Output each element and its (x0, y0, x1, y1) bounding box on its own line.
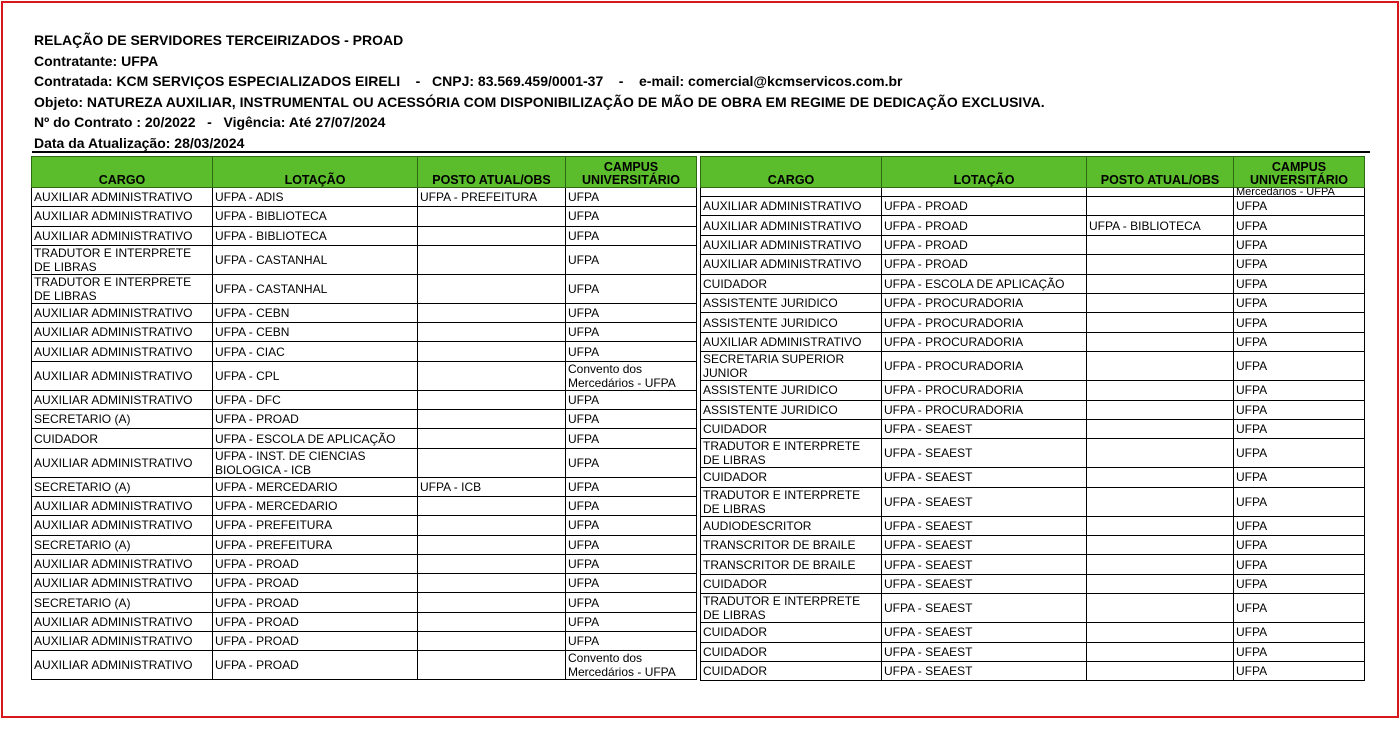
cargo-cell: TRADUTOR E INTERPRETE DE LIBRAS (32, 274, 213, 303)
lotacao-cell: UFPA - CEBN (213, 303, 418, 322)
table-row (32, 516, 697, 535)
atualizacao-line: Data da Atualização: 28/03/2024 (34, 134, 245, 151)
cargo-cell: SECRETARIO (A) (32, 410, 213, 429)
posto-cell (418, 448, 566, 477)
table-row (701, 293, 1365, 312)
campus-cell: UFPA (1234, 352, 1365, 381)
posto-cell (418, 593, 566, 612)
lotacao-cell: UFPA - ADIS (213, 188, 418, 207)
table-row (32, 574, 697, 593)
campus-cell: UFPA (566, 554, 697, 573)
posto-cell (1087, 274, 1234, 293)
table-row (701, 197, 1365, 216)
posto-cell (1087, 197, 1234, 216)
posto-cell (1087, 439, 1234, 468)
posto-cell (1087, 487, 1234, 516)
campus-cell: UFPA (566, 342, 697, 361)
campus-cell: Convento dos Mercedários - UFPA (566, 651, 697, 680)
header-lotacao: LOTAÇÃO (882, 157, 1087, 188)
cargo-cell: AUXILIAR ADMINISTRATIVO (32, 554, 213, 573)
table-row (701, 400, 1365, 419)
table-row (32, 593, 697, 612)
campus-cell: UFPA (1234, 332, 1365, 351)
campus-cell: UFPA (566, 477, 697, 496)
campus-cell: UFPA (1234, 623, 1365, 642)
lotacao-cell: UFPA - SEAEST (882, 536, 1087, 555)
cargo-cell: CUIDADOR (701, 642, 882, 661)
lotacao-cell: UFPA - SEAEST (882, 555, 1087, 574)
posto-cell (418, 226, 566, 245)
right-table-wrap (700, 156, 1365, 681)
posto-cell (418, 274, 566, 303)
posto-cell (418, 496, 566, 515)
cargo-cell: AUXILIAR ADMINISTRATIVO (32, 207, 213, 226)
posto-cell (418, 535, 566, 554)
contratada-line: Contratada: KCM SERVIÇOS ESPECIALIZADOS EIRELI - CNPJ: 83.569.459/0001-37 - e-mail: comercial@kcmservicos.com.br (34, 73, 903, 90)
cargo-cell: AUXILIAR ADMINISTRATIVO (701, 216, 882, 235)
lotacao-cell: UFPA - PROAD (882, 235, 1087, 254)
lotacao-cell: UFPA - PROCURADORIA (882, 332, 1087, 351)
table-row (701, 594, 1365, 623)
posto-cell (418, 303, 566, 322)
left-table-wrap (31, 156, 697, 680)
posto-cell (1087, 536, 1234, 555)
posto-cell (1087, 293, 1234, 312)
cargo-cell: TRANSCRITOR DE BRAILE (701, 536, 882, 555)
campus-cell: UFPA (1234, 536, 1365, 555)
document-title: RELAÇÃO DE SERVIDORES TERCEIRIZADOS - PROAD (34, 32, 404, 48)
campus-cell: UFPA (566, 429, 697, 448)
cargo-cell: AUXILIAR ADMINISTRATIVO (32, 342, 213, 361)
table-row (701, 662, 1365, 681)
posto-cell (418, 612, 566, 631)
lotacao-cell: UFPA - SEAEST (882, 439, 1087, 468)
table-row (32, 410, 697, 429)
lotacao-cell: UFPA - PROAD (882, 255, 1087, 274)
table-row (701, 274, 1365, 293)
campus-cell: UFPA (566, 188, 697, 207)
campus-cell: UFPA (566, 496, 697, 515)
posto-cell (418, 429, 566, 448)
posto-cell (418, 554, 566, 573)
posto-cell (1087, 468, 1234, 487)
table-row (32, 496, 697, 515)
campus-cell: UFPA (1234, 293, 1365, 312)
table-row (701, 555, 1365, 574)
cargo-cell: CUIDADOR (701, 274, 882, 293)
posto-cell (418, 390, 566, 409)
table-row (32, 303, 697, 322)
posto-cell (1087, 574, 1234, 593)
cargo-cell: CUIDADOR (701, 623, 882, 642)
campus-cell: UFPA (1234, 419, 1365, 438)
posto-cell (1087, 352, 1234, 381)
lotacao-cell: UFPA - PROAD (213, 593, 418, 612)
lotacao-cell: UFPA - CIAC (213, 342, 418, 361)
table-row (32, 245, 697, 274)
contrato-line: Nº do Contrato : 20/2022 - Vigência: Até 27/07/2024 (34, 114, 386, 131)
posto-cell: UFPA - ICB (418, 477, 566, 496)
header-lotacao: LOTAÇÃO (213, 157, 418, 188)
campus-cell: UFPA (1234, 439, 1365, 468)
right-table-header (701, 157, 1365, 188)
campus-cell: Mercedários - UFPA (1234, 188, 1365, 197)
posto-cell (418, 651, 566, 680)
lotacao-cell: UFPA - SEAEST (882, 574, 1087, 593)
table-row (32, 323, 697, 342)
table-row (32, 207, 697, 226)
table-row (32, 632, 697, 651)
table-row (701, 468, 1365, 487)
cargo-cell: AUXILIAR ADMINISTRATIVO (701, 332, 882, 351)
lotacao-cell: UFPA - PROAD (213, 651, 418, 680)
lotacao-cell: UFPA - PREFEITURA (213, 535, 418, 554)
posto-cell (418, 410, 566, 429)
lotacao-cell: UFPA - PREFEITURA (213, 516, 418, 535)
header-cargo: CARGO (701, 157, 882, 188)
campus-cell: UFPA (566, 390, 697, 409)
lotacao-cell: UFPA - MERCEDARIO (213, 496, 418, 515)
lotacao-cell: UFPA - PROCURADORIA (882, 293, 1087, 312)
cargo-cell: SECRETARIO (A) (32, 535, 213, 554)
posto-cell (1087, 400, 1234, 419)
campus-cell: UFPA (566, 632, 697, 651)
campus-cell: UFPA (1234, 555, 1365, 574)
posto-cell (1087, 662, 1234, 681)
campus-cell: UFPA (1234, 642, 1365, 661)
posto-cell: UFPA - PREFEITURA (418, 188, 566, 207)
lotacao-cell: UFPA - PROAD (213, 632, 418, 651)
campus-cell: UFPA (1234, 487, 1365, 516)
cargo-cell: TRADUTOR E INTERPRETE DE LIBRAS (701, 487, 882, 516)
campus-cell: UFPA (1234, 216, 1365, 235)
cargo-cell: AUXILIAR ADMINISTRATIVO (32, 612, 213, 631)
campus-cell: UFPA (1234, 235, 1365, 254)
table-row (701, 235, 1365, 254)
table-row-partial (701, 188, 1365, 197)
lotacao-cell: UFPA - PROCURADORIA (882, 352, 1087, 381)
lotacao-cell: UFPA - SEAEST (882, 516, 1087, 535)
cargo-cell: TRADUTOR E INTERPRETE DE LIBRAS (32, 245, 213, 274)
posto-cell (1087, 313, 1234, 332)
posto-cell (1087, 555, 1234, 574)
posto-cell (418, 574, 566, 593)
posto-cell (418, 342, 566, 361)
table-row (32, 554, 697, 573)
table-row (701, 487, 1365, 516)
cargo-cell: AUXILIAR ADMINISTRATIVO (32, 448, 213, 477)
campus-cell: UFPA (1234, 468, 1365, 487)
table-row (701, 623, 1365, 642)
table-row (701, 313, 1365, 332)
campus-cell: UFPA (566, 574, 697, 593)
lotacao-cell: UFPA - PROAD (213, 554, 418, 573)
cargo-cell: AUDIODESCRITOR (701, 516, 882, 535)
lotacao-cell: UFPA - CPL (213, 361, 418, 390)
campus-cell: UFPA (1234, 516, 1365, 535)
table-row (701, 332, 1365, 351)
posto-cell (1087, 516, 1234, 535)
cargo-cell: SECRETARIO (A) (32, 477, 213, 496)
lotacao-cell: UFPA - SEAEST (882, 642, 1087, 661)
cargo-cell: CUIDADOR (701, 419, 882, 438)
cargo-cell: AUXILIAR ADMINISTRATIVO (701, 255, 882, 274)
campus-cell: UFPA (1234, 574, 1365, 593)
campus-cell: UFPA (566, 593, 697, 612)
table-row (32, 226, 697, 245)
cargo-cell: AUXILIAR ADMINISTRATIVO (32, 496, 213, 515)
cargo-cell: ASSISTENTE JURIDICO (701, 313, 882, 332)
lotacao-cell: UFPA - BIBLIOTECA (213, 226, 418, 245)
table-row (701, 352, 1365, 381)
lotacao-cell: UFPA - SEAEST (882, 594, 1087, 623)
lotacao-cell: UFPA - ESCOLA DE APLICAÇÃO (213, 429, 418, 448)
campus-cell: UFPA (1234, 662, 1365, 681)
cargo-cell: SECRETARIA SUPERIOR JUNIOR (701, 352, 882, 381)
cargo-cell: ASSISTENTE JURIDICO (701, 381, 882, 400)
lotacao-cell: UFPA - PROCURADORIA (882, 400, 1087, 419)
posto-cell (418, 323, 566, 342)
contratante-line: Contratante: UFPA (34, 52, 159, 69)
table-row (32, 429, 697, 448)
lotacao-cell: UFPA - DFC (213, 390, 418, 409)
campus-cell: UFPA (1234, 400, 1365, 419)
table-row (32, 651, 697, 680)
campus-cell: UFPA (566, 303, 697, 322)
cargo-cell: AUXILIAR ADMINISTRATIVO (32, 632, 213, 651)
campus-cell: UFPA (566, 448, 697, 477)
cargo-cell: AUXILIAR ADMINISTRATIVO (32, 574, 213, 593)
table-row (701, 216, 1365, 235)
table-row (32, 274, 697, 303)
posto-cell (1087, 235, 1234, 254)
cargo-cell: CUIDADOR (701, 662, 882, 681)
table-row (32, 188, 697, 207)
campus-cell: UFPA (566, 516, 697, 535)
lotacao-cell: UFPA - SEAEST (882, 419, 1087, 438)
posto-cell (418, 361, 566, 390)
posto-cell (1087, 381, 1234, 400)
lotacao-cell: UFPA - PROCURADORIA (882, 381, 1087, 400)
posto-cell (1087, 642, 1234, 661)
table-row (32, 535, 697, 554)
campus-cell: UFPA (1234, 274, 1365, 293)
lotacao-cell: UFPA - PROAD (882, 216, 1087, 235)
campus-cell: UFPA (566, 410, 697, 429)
campus-cell: UFPA (566, 612, 697, 631)
cargo-cell: CUIDADOR (701, 574, 882, 593)
header-cargo: CARGO (32, 157, 213, 188)
lotacao-cell: UFPA - PROAD (213, 410, 418, 429)
cargo-cell: AUXILIAR ADMINISTRATIVO (701, 197, 882, 216)
posto-cell: UFPA - BIBLIOTECA (1087, 216, 1234, 235)
posto-cell (418, 245, 566, 274)
header-campus: CAMPUS UNIVERSITÁRIO (566, 157, 697, 188)
campus-cell: UFPA (566, 535, 697, 554)
lotacao-cell: UFPA - BIBLIOTECA (213, 207, 418, 226)
lotacao-cell: UFPA - INST. DE CIENCIAS BIOLOGICA - ICB (213, 448, 418, 477)
posto-cell (1087, 623, 1234, 642)
posto-cell (1087, 255, 1234, 274)
campus-cell: UFPA (1234, 313, 1365, 332)
cargo-cell: TRANSCRITOR DE BRAILE (701, 555, 882, 574)
posto-cell (1087, 419, 1234, 438)
lotacao-cell: UFPA - CEBN (213, 323, 418, 342)
posto-cell (1087, 332, 1234, 351)
lotacao-cell: UFPA - MERCEDARIO (213, 477, 418, 496)
campus-cell: UFPA (1234, 197, 1365, 216)
lotacao-cell: UFPA - PROCURADORIA (882, 313, 1087, 332)
header-divider (32, 151, 1370, 153)
cargo-cell: ASSISTENTE JURIDICO (701, 400, 882, 419)
table-row (32, 342, 697, 361)
lotacao-cell: UFPA - SEAEST (882, 662, 1087, 681)
table-row (32, 390, 697, 409)
posto-cell (418, 632, 566, 651)
cargo-cell: AUXILIAR ADMINISTRATIVO (32, 188, 213, 207)
right-staff-table (700, 156, 1365, 681)
lotacao-cell: UFPA - PROAD (213, 574, 418, 593)
posto-cell (418, 516, 566, 535)
lotacao-cell: UFPA - PROAD (213, 612, 418, 631)
cargo-cell: AUXILIAR ADMINISTRATIVO (32, 516, 213, 535)
lotacao-cell: UFPA - CASTANHAL (213, 274, 418, 303)
table-row (32, 448, 697, 477)
table-row (701, 255, 1365, 274)
campus-cell: UFPA (1234, 255, 1365, 274)
cargo-cell: ASSISTENTE JURIDICO (701, 293, 882, 312)
table-row (32, 612, 697, 631)
left-table-header (32, 157, 697, 188)
cargo-cell: AUXILIAR ADMINISTRATIVO (32, 226, 213, 245)
document-header (34, 30, 1045, 154)
cargo-cell: SECRETARIO (A) (32, 593, 213, 612)
cargo-cell: AUXILIAR ADMINISTRATIVO (32, 361, 213, 390)
lotacao-cell: UFPA - ESCOLA DE APLICAÇÃO (882, 274, 1087, 293)
header-posto: POSTO ATUAL/OBS (1087, 157, 1234, 188)
campus-cell: Convento dos Mercedários - UFPA (566, 361, 697, 390)
cargo-cell: AUXILIAR ADMINISTRATIVO (32, 390, 213, 409)
posto-cell (1087, 594, 1234, 623)
objeto-line: Objeto: NATUREZA AUXILIAR, INSTRUMENTAL OU ACESSÓRIA COM DISPONIBILIZAÇÃO DE MÃO DE OBRA EM REGIME DE DEDICAÇÃO EXCLUSIVA. (34, 93, 1045, 110)
header-posto: POSTO ATUAL/OBS (418, 157, 566, 188)
table-row (32, 361, 697, 390)
campus-cell: UFPA (566, 274, 697, 303)
cargo-cell: AUXILIAR ADMINISTRATIVO (701, 235, 882, 254)
table-row (701, 419, 1365, 438)
campus-cell: UFPA (566, 323, 697, 342)
table-row (701, 574, 1365, 593)
cargo-cell: CUIDADOR (32, 429, 213, 448)
cargo-cell: TRADUTOR E INTERPRETE DE LIBRAS (701, 594, 882, 623)
lotacao-cell: UFPA - CASTANHAL (213, 245, 418, 274)
lotacao-cell: UFPA - SEAEST (882, 623, 1087, 642)
cargo-cell: AUXILIAR ADMINISTRATIVO (32, 651, 213, 680)
posto-cell (418, 207, 566, 226)
cargo-cell: AUXILIAR ADMINISTRATIVO (32, 303, 213, 322)
campus-cell: UFPA (566, 226, 697, 245)
campus-cell: UFPA (566, 207, 697, 226)
table-row (701, 381, 1365, 400)
cargo-cell: AUXILIAR ADMINISTRATIVO (32, 323, 213, 342)
table-row (32, 477, 697, 496)
campus-cell: UFPA (1234, 381, 1365, 400)
header-campus: CAMPUS UNIVERSITÁRIO (1234, 157, 1365, 188)
table-row (701, 642, 1365, 661)
lotacao-cell: UFPA - SEAEST (882, 487, 1087, 516)
lotacao-cell: UFPA - SEAEST (882, 468, 1087, 487)
cargo-cell: CUIDADOR (701, 468, 882, 487)
campus-cell: UFPA (1234, 594, 1365, 623)
table-row (701, 536, 1365, 555)
left-staff-table (31, 156, 697, 680)
lotacao-cell: UFPA - PROAD (882, 197, 1087, 216)
campus-cell: UFPA (566, 245, 697, 274)
table-row (701, 516, 1365, 535)
table-row (701, 439, 1365, 468)
cargo-cell: TRADUTOR E INTERPRETE DE LIBRAS (701, 439, 882, 468)
